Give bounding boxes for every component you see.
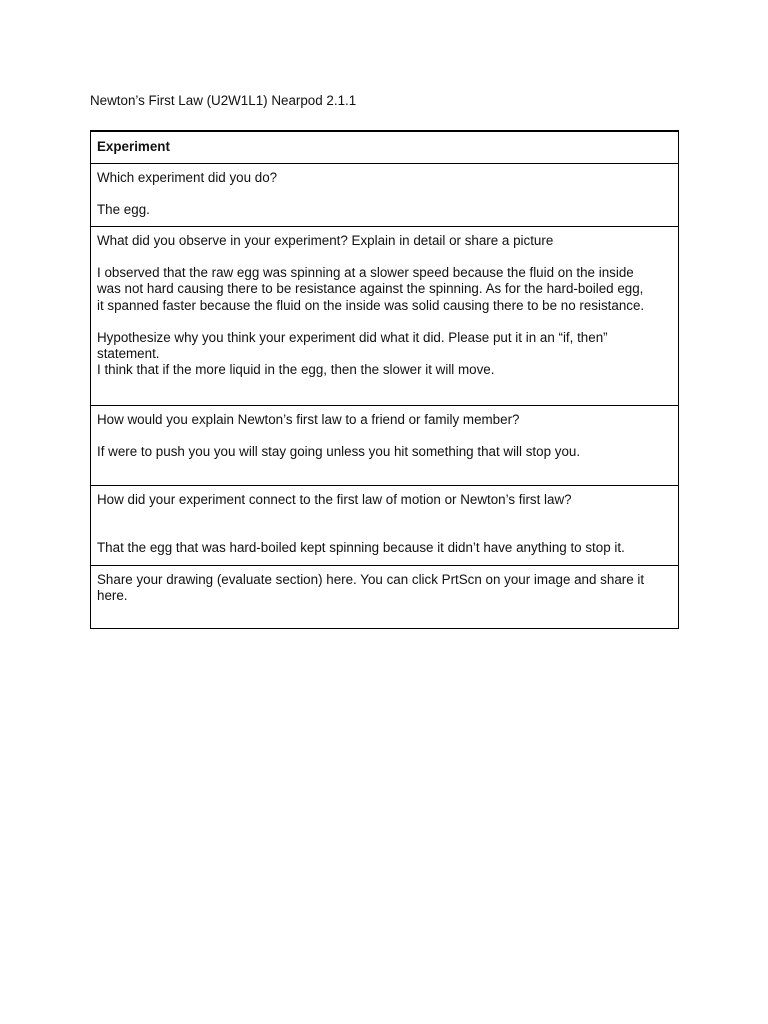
experiment-table (90, 130, 679, 629)
explain-law-cell[interactable] (91, 406, 679, 486)
which-experiment-question: Which experiment did you do? (97, 170, 278, 185)
which-experiment-answer: The egg. (97, 202, 150, 218)
table-row-share-drawing (91, 566, 679, 629)
which-experiment-cell[interactable] (91, 164, 679, 227)
share-drawing-prompt-line: Share your drawing (evaluate section) here. You can click PrtScn on your image and share it (97, 572, 645, 587)
observation-answer-line: it spanned faster because the fluid on the inside was solid causing there to be no resistance. (97, 297, 645, 313)
observation-answer-line: I observed that the raw egg was spinning at a slower speed because the fluid on the inside (97, 265, 634, 281)
document-title: Newton’s First Law (U2W1L1) Nearpod 2.1.1 (90, 93, 357, 108)
table-row-explain-law (91, 406, 679, 486)
table-header-experiment: Experiment (91, 131, 679, 164)
connection-question: How did your experiment connect to the first law of motion or Newton’s first law? (97, 492, 572, 507)
explain-law-question: How would you explain Newton’s first law to a friend or family member? (97, 412, 520, 427)
hypothesis-prompt-line: statement. (97, 346, 160, 362)
share-drawing-cell[interactable] (91, 566, 679, 629)
table-row-connection (91, 486, 679, 566)
hypothesis-prompt-line: Hypothesize why you think your experiment did what it did. Please put it in an “if, then” (97, 329, 608, 345)
hypothesis-answer: I think that if the more liquid in the egg, then the slower it will move. (97, 362, 495, 378)
share-drawing-prompt-line: here. (97, 588, 128, 604)
connection-cell[interactable] (91, 486, 679, 566)
table-row-which-experiment (91, 164, 679, 227)
observation-answer-line: was not hard causing there to be resistance against the spinning. As for the hard-boiled egg, (97, 281, 644, 297)
explain-law-answer: If were to push you you will stay going unless you hit something that will stop you. (97, 444, 581, 460)
observation-cell[interactable] (91, 227, 679, 406)
table-row-observation (91, 227, 679, 406)
table-header-row (91, 131, 679, 164)
connection-answer: That the egg that was hard-boiled kept spinning because it didn’t have anything to stop it. (97, 540, 625, 556)
observation-question: What did you observe in your experiment? Explain in detail or share a picture (97, 233, 554, 248)
